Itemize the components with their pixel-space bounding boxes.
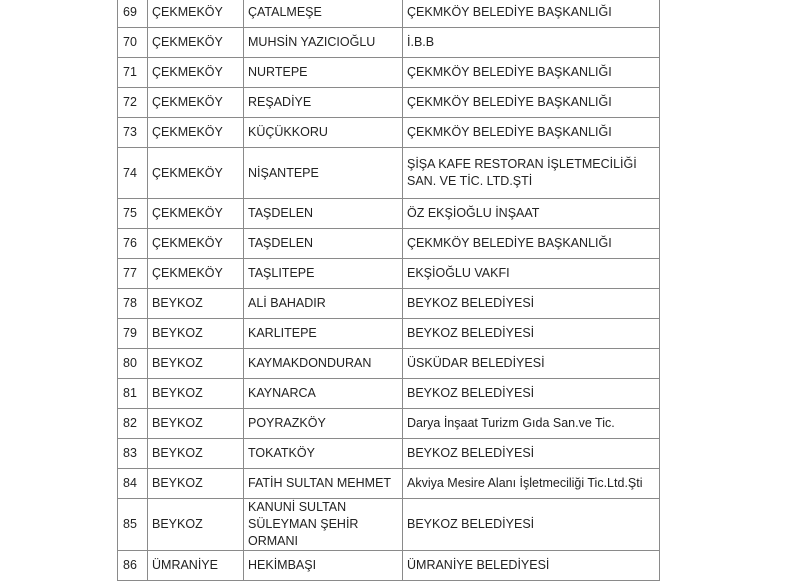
row-number: 78 (118, 289, 148, 319)
park-name-cell: NİŞANTEPE (244, 148, 403, 199)
park-name-cell: KÜÇÜKKORU (244, 118, 403, 148)
table-row (118, 199, 660, 229)
table-row (118, 499, 660, 551)
row-number: 82 (118, 409, 148, 439)
district-cell: BEYKOZ (148, 469, 244, 499)
park-name-cell: NURTEPE (244, 58, 403, 88)
table-row (118, 409, 660, 439)
table-row (118, 118, 660, 148)
row-number: 86 (118, 551, 148, 581)
park-name-cell: FATİH SULTAN MEHMET (244, 469, 403, 499)
park-name-cell: REŞADİYE (244, 88, 403, 118)
district-cell: ÇEKMEKÖY (148, 148, 244, 199)
district-cell: ÇEKMEKÖY (148, 88, 244, 118)
operator-cell: ÖZ EKŞİOĞLU İNŞAAT (403, 199, 660, 229)
district-cell: BEYKOZ (148, 319, 244, 349)
park-name-cell: KARLITEPE (244, 319, 403, 349)
district-cell: ÇEKMEKÖY (148, 259, 244, 289)
district-cell: ÇEKMEKÖY (148, 229, 244, 259)
table-row (118, 289, 660, 319)
operator-cell: ÜMRANİYE BELEDİYESİ (403, 551, 660, 581)
table-row (118, 0, 660, 28)
operator-cell: BEYKOZ BELEDİYESİ (403, 289, 660, 319)
district-cell: ÇEKMEKÖY (148, 118, 244, 148)
operator-cell: Darya İnşaat Turizm Gıda San.ve Tic. (403, 409, 660, 439)
park-name-cell: KANUNİ SULTAN SÜLEYMAN ŞEHİR ORMANI (244, 499, 403, 551)
table-row (118, 148, 660, 199)
park-name-cell: POYRAZKÖY (244, 409, 403, 439)
operator-cell: BEYKOZ BELEDİYESİ (403, 379, 660, 409)
table-row (118, 28, 660, 58)
park-name-cell: TAŞLITEPE (244, 259, 403, 289)
row-number: 70 (118, 28, 148, 58)
table-row (118, 439, 660, 469)
district-cell: BEYKOZ (148, 289, 244, 319)
row-number: 71 (118, 58, 148, 88)
table-row (118, 319, 660, 349)
district-cell: BEYKOZ (148, 349, 244, 379)
operator-cell: BEYKOZ BELEDİYESİ (403, 319, 660, 349)
operator-cell: ŞİŞA KAFE RESTORAN İŞLETMECİLİĞİ SAN. VE TİC. LTD.ŞTİ (403, 148, 660, 199)
row-number: 72 (118, 88, 148, 118)
operator-cell: Akviya Mesire Alanı İşletmeciliği Tic.Ltd.Şti (403, 469, 660, 499)
operator-cell: ÇEKMKÖY BELEDİYE BAŞKANLIĞI (403, 229, 660, 259)
table-row (118, 58, 660, 88)
park-name-cell: TAŞDELEN (244, 199, 403, 229)
park-name-cell: KAYMAKDONDURAN (244, 349, 403, 379)
park-name-cell: HEKİMBAŞI (244, 551, 403, 581)
table-row (118, 229, 660, 259)
row-number: 77 (118, 259, 148, 289)
row-number: 79 (118, 319, 148, 349)
table-row (118, 88, 660, 118)
row-number: 76 (118, 229, 148, 259)
row-number: 81 (118, 379, 148, 409)
table-row (118, 259, 660, 289)
district-cell: BEYKOZ (148, 439, 244, 469)
table-row (118, 349, 660, 379)
row-number: 75 (118, 199, 148, 229)
district-cell: ÜMRANİYE (148, 551, 244, 581)
district-cell: ÇEKMEKÖY (148, 58, 244, 88)
park-name-cell: ALİ BAHADIR (244, 289, 403, 319)
row-number: 80 (118, 349, 148, 379)
district-cell: BEYKOZ (148, 499, 244, 551)
park-list-table (117, 0, 660, 581)
operator-cell: BEYKOZ BELEDİYESİ (403, 439, 660, 469)
park-name-cell: TAŞDELEN (244, 229, 403, 259)
table-row (118, 379, 660, 409)
operator-cell: EKŞİOĞLU VAKFI (403, 259, 660, 289)
district-cell: BEYKOZ (148, 379, 244, 409)
park-name-cell: MUHSİN YAZICIOĞLU (244, 28, 403, 58)
district-cell: ÇEKMEKÖY (148, 199, 244, 229)
park-name-cell: KAYNARCA (244, 379, 403, 409)
table-row (118, 551, 660, 581)
row-number: 69 (118, 0, 148, 28)
operator-cell: ÇEKMKÖY BELEDİYE BAŞKANLIĞI (403, 0, 660, 28)
district-cell: ÇEKMEKÖY (148, 28, 244, 58)
district-cell: BEYKOZ (148, 409, 244, 439)
row-number: 74 (118, 148, 148, 199)
operator-cell: ÇEKMKÖY BELEDİYE BAŞKANLIĞI (403, 58, 660, 88)
row-number: 85 (118, 499, 148, 551)
park-name-cell: ÇATALMEŞE (244, 0, 403, 28)
operator-cell: ÜSKÜDAR BELEDİYESİ (403, 349, 660, 379)
operator-cell: ÇEKMKÖY BELEDİYE BAŞKANLIĞI (403, 118, 660, 148)
operator-cell: ÇEKMKÖY BELEDİYE BAŞKANLIĞI (403, 88, 660, 118)
district-cell: ÇEKMEKÖY (148, 0, 244, 28)
operator-cell: İ.B.B (403, 28, 660, 58)
park-name-cell: TOKATKÖY (244, 439, 403, 469)
operator-cell: BEYKOZ BELEDİYESİ (403, 499, 660, 551)
row-number: 84 (118, 469, 148, 499)
row-number: 73 (118, 118, 148, 148)
row-number: 83 (118, 439, 148, 469)
table-row (118, 469, 660, 499)
